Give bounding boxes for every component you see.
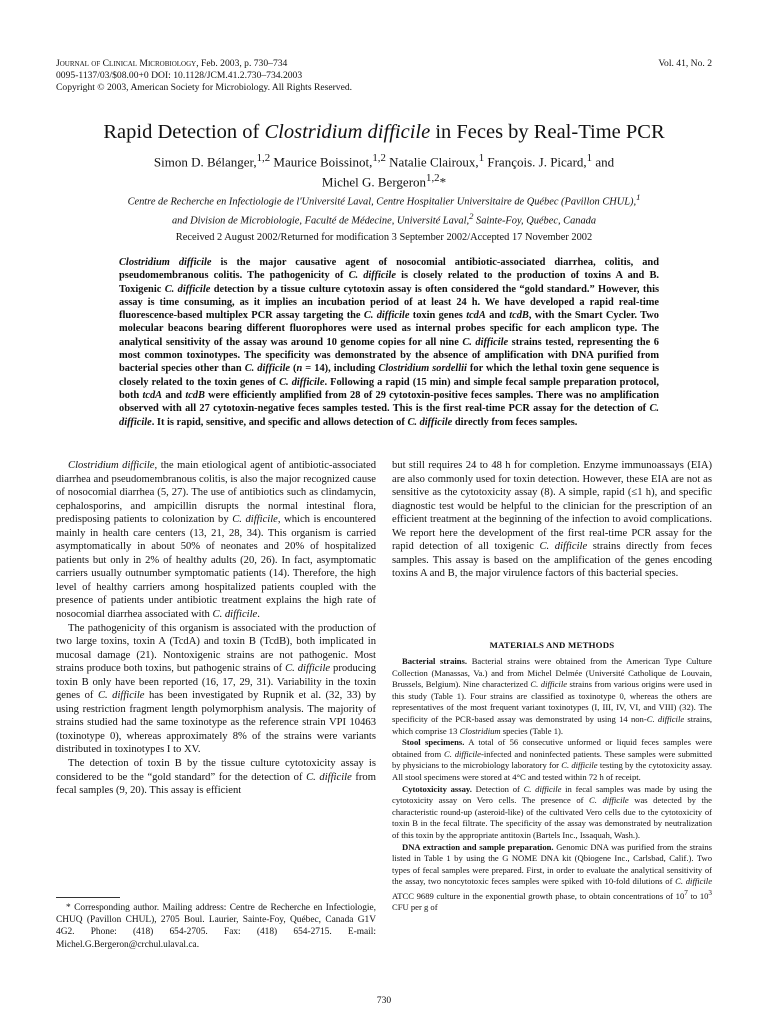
journal-name: Journal of Clinical Microbiology — [56, 58, 197, 69]
body-paragraph: The detection of toxin B by the tissue culture cytotoxicity assay is considered to be the “gold standard” for the detection of C. difficile from fecal samples (9, 20). This assay is efficient — [56, 758, 376, 797]
received-dates: Received 2 August 2002/Returned for modification 3 September 2002/Accepted 17 November 2002 — [175, 232, 593, 243]
abstract: Clostridium difficile is the major causative agent of nosocomial antibiotic-associated diarrhea, colitis, and pseudomembranous colitis. The pathogenicity of C. difficile is closely related to the production of toxins A and B. Toxigenic C. difficile detection by a tissue culture cytotoxin assay is often considered the “gold standard.” However, this assay is time consuming, as it implies an incubation period of at least 24 h. We have developed a rapid real-time fluorescence-based multiplex PCR assay targeting the C. difficile toxin genes tcdA and tcdB, with the Smart Cycler. Two molecular beacons bearing different fluorophores were used as internal probes specific for each amplicon type. The analytical sensitivity of the assay was around 10 genome copies for all nine C. difficile strains tested, representing the 6 most common toxinotypes. The specificity was demonstrated by the absence of amplification with DNA purified from bacterial species other than C. difficile (n = 14), including Clostridium sordellii for which the lethal toxin gene sequence is closely related to the toxin genes of C. difficile. Following a rapid (15 min) and simple fecal sample preparation protocol, both tcdA and tcdB were efficiently amplified from 28 of 29 cytotoxin-positive feces samples. There was no amplification observed with all 27 cytotoxin-negative feces samples tested. This is the first real-time PCR assay for the detection of C. difficile. It is rapid, sensitive, and specific and allows detection of C. difficile directly from feces samples. — [119, 257, 660, 428]
page-number: 730 — [376, 995, 392, 1006]
methods-paragraph: Cytotoxicity assay. Detection of C. difficile in fecal samples was made by using the cytotoxicity assay on Vero cells. The presence of C. difficile was detected by the characteristic round-up (asteroid-like) of the cultivated Vero cells due to the cytotoxicity of toxin B in the fecal filtrate. The specificity of the assay was demonstrated by neutralization of this toxin by the appropriate antitoxin (Bartels Inc., Issaquah, Wash.). — [392, 783, 712, 840]
body-paragraph: but still requires 24 to 48 h for completion. Enzyme immunoassays (EIA) are also commonly used for toxin detection. However, these EIA are not as sensitive as the cytotoxicity assay (8). A simple, rapid (≤1 h), and specific diagnostic test would be helpful to the clinician for the prescription of an efficient treatment at the beginning of the infection to avoid complications. We report here the development of the first real-time PCR assay for the rapid detection of all toxigenic C. difficile strains directly from feces samples. This assay is based on the amplification of the genes encoding toxins A and B, the major virulence factors of this bacterial species. — [392, 460, 712, 580]
methods-paragraph: DNA extraction and sample preparation. Genomic DNA was purified from the strains listed in Table 1 by using the G NOME DNA kit (Qbiogene Inc., Carlsbad, Calif.). Two types of fecal samples were prepared. First, in order to evaluate the analytical sensitivity of the assay, two noncytotoxic feces samples were spiked with 10-fold dilutions of C. difficile ATCC 9689 culture in the exponential growth phase, to obtain concentrations of $10^7$ to $10^3$ CFU per g of — [392, 841, 713, 913]
methods-paragraph: Bacterial strains. Bacterial strains were obtained from the American Type Culture Collection (Manassas, Va.) and from Michel Delmée (Université Catholique de Louvain, Brussels, Belgium). Nine characterized C. difficile strains from various origins were used in this study (Table 1). Four strains are classified as toxinotype 0, whereas the others are representatives of the most frequent variant toxinotypes (I, III, IV, VI, and VIII) (32). The specificity of the PCR-based assay was demonstrated by using 14 non-C. difficile strains, which comprise 13 Clostridium species (Table 1). — [392, 656, 713, 736]
corresponding-author-footnote: * Corresponding author. Mailing address: Centre de Recherche en Infectiologie, CHUQ (Pavillon CHUL), 2705 Boul. Laurier, Sainte-Foy, Québec, Canada G1V 4G2. Phone: (418) 654-2705. Fax: (418) 654-2715. E-mail: Michel.G.Bergeron@crchul.ulaval.ca. — [56, 903, 376, 950]
article-title: Rapid Detection of Clostridium difficile in Feces by Real-Time PCR — [103, 121, 665, 143]
volume-label: Vol. 41, No. 2 — [658, 58, 712, 69]
methods-paragraph: Stool specimens. A total of 56 consecutive unformed or liquid feces samples were obtained from C. difficile-infected and noninfected patients. These samples were submitted by physicians to the microbiology laboratory for C. difficile testing by the cytotoxicity assay. All stool specimens were stored at 4°C and tested within 72 h of receipt. — [392, 737, 713, 782]
copyright-line: Copyright © 2003, American Society for Microbiology. All Rights Reserved. — [56, 82, 353, 93]
issn-doi: 0095-1137/03/$08.00+0 DOI: 10.1128/JCM.41.2.730–734.2003 — [56, 70, 303, 81]
left-column — [56, 459, 376, 798]
running-header — [56, 58, 556, 94]
body-paragraph: The pathogenicity of this organism is associated with the production of two large toxins, toxin A (TcdA) and toxin B (TcdB), both implicated in mucosal damage (21). Nontoxigenic strains are not pathogenic. Most strains produce both toxins, but pathogenic strains of C. difficile producing toxin B only have been reported (16, 17, 29, 31). Variability in the toxin genes of C. difficile has been investigated by Rupnik et al. (32, 33) by using restriction fragment length polymorphism analysis. The majority of strains studied had the same toxinotype as the reference strain VPI 10463 (toxinotype 0), whereas approximately 8% of the strains were variants distributed in toxinotypes I to XV. — [56, 622, 376, 756]
footnote-rule — [56, 897, 120, 898]
affiliations: Centre de Recherche en Infectiologie de l'Université Laval, Centre Hospitalier Universitaire de Québec (Pavillon CHUL),$^1$ and Division de Microbiologie, Faculté de Médecine, Université Laval,$^2$ Sainte-Foy, Québec, Canada — [127, 192, 641, 227]
author-list: Simon D. Bélanger,$^{1,2}$ Maurice Boissinot,$^{1,2}$ Natalie Clairoux,$^1$ François. J. Picard,$^1$ and Michel G. Bergeron$^{1,2}$* — [153, 152, 615, 190]
right-column-intro — [392, 459, 712, 581]
section-heading: MATERIALS AND METHODS — [489, 640, 615, 650]
methods-section — [392, 656, 712, 914]
body-paragraph: Clostridium difficile, the main etiological agent of antibiotic-associated diarrhea and pseudomembranous colitis, is also the major recognized cause of nosocomial diarrhea (5, 27). The use of antibiotics such as clindamycin, cephalosporins, and ampicillin disrupts the normal intestinal flora, predisposing patients to colonization by C. difficile, which is encountered mainly in health care centers (13, 21, 28, 34). This organism is carried asymptomatically in about 50% of neonates and 20% of hospitalized patients but only in 2% of healthy adults (20, 26). In fact, asymptomatic carriers usually outnumber symptomatic patients (14). Therefore, the high level of healthy carriers among hospitalized patients coupled with the presence of patients under antibiotic treatment explains the high rate of nosocomial diarrhea associated with C. difficile. — [56, 460, 376, 621]
journal-issue: , Feb. 2003, p. 730–734 — [196, 58, 288, 69]
